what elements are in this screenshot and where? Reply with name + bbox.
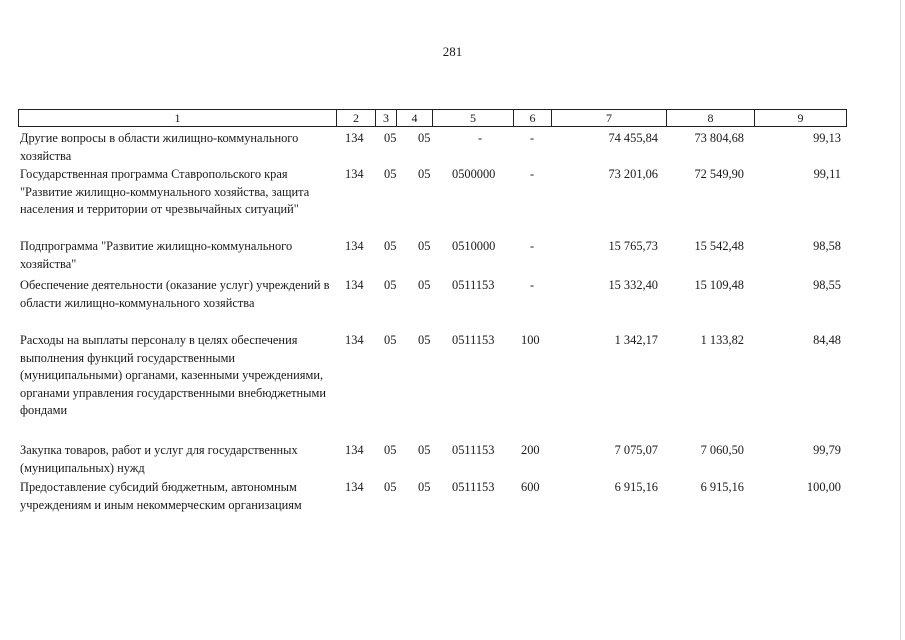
column-header-6: 6 [513, 110, 551, 126]
row-code-3: 05 [384, 278, 397, 292]
row-value-7: 74 455,84 [608, 131, 658, 145]
row-code-5: 0511153 [452, 333, 495, 347]
row-value-9: 84,48 [813, 333, 841, 347]
row-code-4: 05 [418, 443, 431, 457]
row-code-3: 05 [384, 443, 397, 457]
column-header-2: 2 [336, 110, 375, 126]
row-code-2: 134 [345, 333, 364, 347]
page-number: 281 [442, 44, 463, 59]
row-code-2: 134 [345, 480, 364, 494]
row-code-6: 100 [521, 333, 540, 347]
row-code-2: 134 [345, 131, 364, 145]
row-value-8: 15 109,48 [694, 278, 744, 292]
row-value-7: 1 342,17 [614, 333, 658, 347]
row-name: Государственная программа Ставропольского края "Развитие жилищно-коммунального хозяйства, защита населения и территории от чрезвычайных ситуаций" [20, 167, 310, 216]
row-code-2: 134 [345, 278, 364, 292]
row-code-4: 05 [418, 167, 431, 181]
row-value-9: 100,00 [806, 480, 841, 494]
row-code-6: - [530, 167, 535, 181]
row-value-7: 15 332,40 [608, 278, 658, 292]
row-value-9: 99,11 [813, 167, 841, 181]
row-code-3: 05 [384, 480, 397, 494]
column-header-4: 4 [396, 110, 432, 126]
column-header-9: 9 [754, 110, 846, 126]
row-code-2: 134 [345, 443, 364, 457]
row-code-2: 134 [345, 239, 364, 253]
row-code-5: 0510000 [452, 239, 496, 253]
row-value-8: 7 060,50 [700, 443, 744, 457]
row-code-3: 05 [384, 239, 397, 253]
row-value-8: 72 549,90 [694, 167, 744, 181]
column-header-1: 1 [174, 111, 181, 125]
row-code-6: - [530, 278, 535, 292]
row-code-3: 05 [384, 333, 397, 347]
row-code-6: - [530, 239, 535, 253]
row-value-7: 15 765,73 [608, 239, 658, 253]
row-name: Расходы на выплаты персоналу в целях обеспечения выполнения функций государственными (муниципальными) органами, казенными учреждениями, органами управления государственными внебюджетными фондами [20, 333, 326, 417]
row-value-9: 98,55 [813, 278, 841, 292]
row-name: Подпрограмма "Развитие жилищно-коммунального хозяйства" [20, 239, 293, 271]
row-value-8: 1 133,82 [700, 333, 744, 347]
row-code-5: 0500000 [452, 167, 496, 181]
row-value-9: 98,58 [813, 239, 841, 253]
row-name: Предоставление субсидий бюджетным, автономным учреждениям и иным некоммерческим организациям [20, 480, 302, 512]
row-code-4: 05 [418, 239, 431, 253]
row-code-6: 600 [521, 480, 540, 494]
row-value-7: 73 201,06 [608, 167, 658, 181]
row-name: Другие вопросы в области жилищно-коммунального хозяйства [20, 131, 299, 163]
column-header-7: 7 [551, 110, 666, 126]
row-code-2: 134 [345, 167, 364, 181]
row-code-5: - [478, 131, 483, 145]
scan-edge-line [900, 0, 901, 640]
row-value-9: 99,13 [813, 131, 841, 145]
row-code-3: 05 [384, 167, 397, 181]
row-value-8: 6 915,16 [700, 480, 744, 494]
row-value-7: 7 075,07 [614, 443, 658, 457]
row-code-4: 05 [418, 278, 431, 292]
table-header [18, 109, 847, 127]
row-code-6: 200 [521, 443, 540, 457]
row-code-4: 05 [418, 131, 431, 145]
column-header-3: 3 [375, 110, 396, 126]
row-code-5: 0511153 [452, 443, 495, 457]
row-code-5: 0511153 [452, 480, 495, 494]
row-code-6: - [530, 131, 535, 145]
row-code-5: 0511153 [452, 278, 495, 292]
row-value-7: 6 915,16 [614, 480, 658, 494]
column-header-5: 5 [432, 110, 513, 126]
row-value-8: 73 804,68 [694, 131, 744, 145]
column-header-8: 8 [666, 110, 754, 126]
row-name: Закупка товаров, работ и услуг для государственных (муниципальных) нужд [20, 443, 298, 475]
row-value-9: 99,79 [813, 443, 841, 457]
row-code-3: 05 [384, 131, 397, 145]
row-name: Обеспечение деятельности (оказание услуг) учреждений в области жилищно-коммунального хозяйства [20, 278, 330, 310]
row-code-4: 05 [418, 333, 431, 347]
row-code-4: 05 [418, 480, 431, 494]
row-value-8: 15 542,48 [694, 239, 744, 253]
